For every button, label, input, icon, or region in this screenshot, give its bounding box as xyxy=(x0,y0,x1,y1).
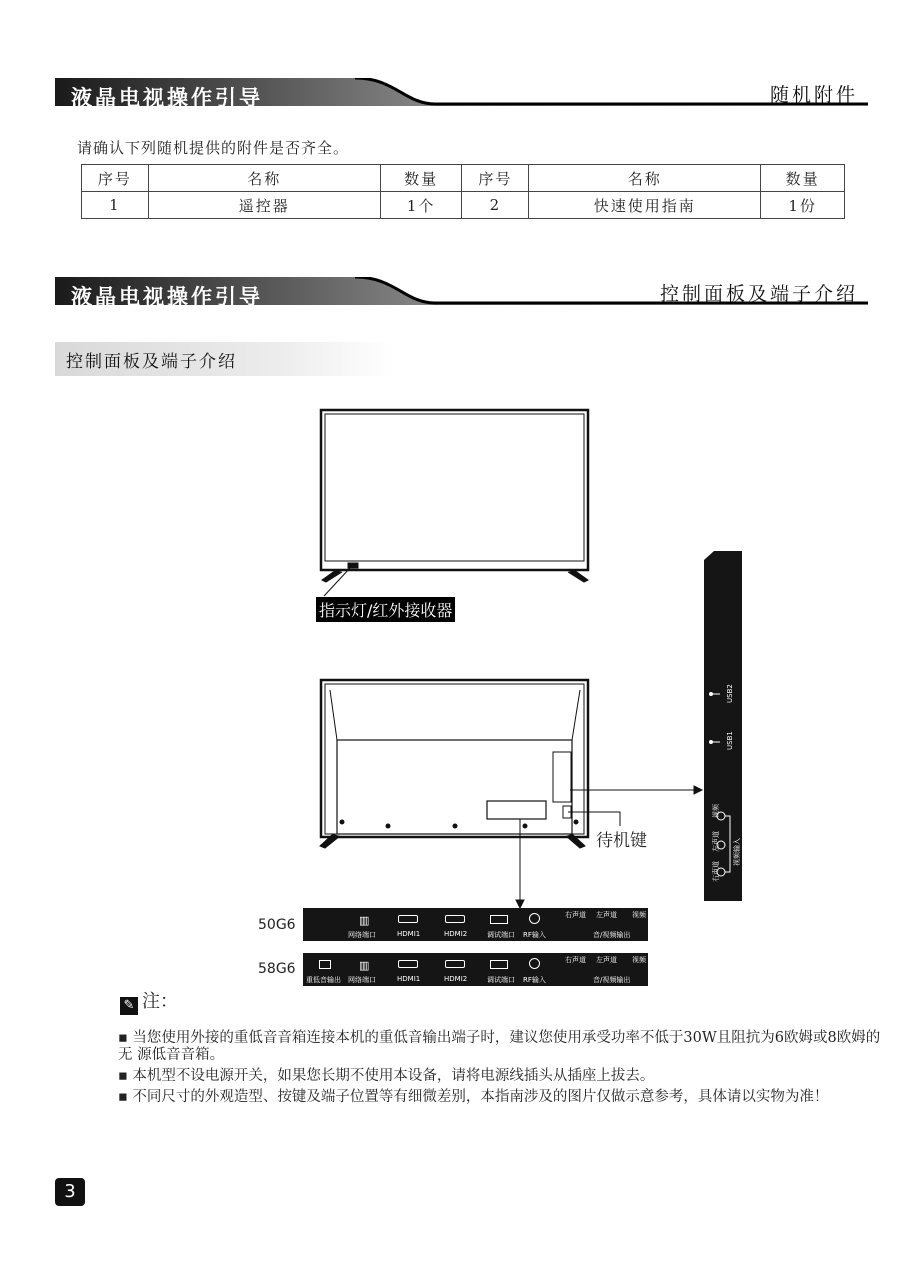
rf-icon xyxy=(529,958,540,969)
note-heading-text: 注： xyxy=(142,991,178,1012)
note-heading xyxy=(120,987,178,1015)
port-label: HDMI1 xyxy=(397,930,421,938)
side-left-ch-label: 左声道 xyxy=(712,831,720,852)
hdmi-icon xyxy=(445,960,465,968)
table-cell: 1 xyxy=(82,192,149,219)
table-cell: 快速使用指南 xyxy=(529,192,761,219)
note-item: ▪ 不同尺寸的外观造型、按键及端子位置等有细微差别，本指南涉及的图片仅做示意参考，具体请以实物为准！ xyxy=(118,1089,829,1105)
hdmi-icon xyxy=(398,915,418,923)
port-label: 调试端口 xyxy=(487,976,515,984)
port-label: 网络端口 xyxy=(348,976,376,984)
rf-icon xyxy=(529,913,540,924)
header-title: 液晶电视操作引导 xyxy=(71,86,263,110)
hdmi-icon xyxy=(398,960,418,968)
port-label: 调试端口 xyxy=(487,931,515,939)
audio-label: 右声道 xyxy=(565,911,586,919)
col-header: 名称 xyxy=(529,165,761,192)
header-title: 液晶电视操作引导 xyxy=(71,285,263,309)
col-header: 数量 xyxy=(761,165,845,192)
indicator-label: 指示灯/红外接收器 xyxy=(316,597,455,622)
col-header: 名称 xyxy=(148,165,380,192)
header-section-name: 控制面板及端子介绍 xyxy=(659,283,858,305)
header-section-name: 随机附件 xyxy=(769,84,858,106)
subheading: 控制面板及端子介绍 xyxy=(66,352,237,372)
side-video-label: 视频 xyxy=(712,804,720,818)
audio-label: 左声道 xyxy=(596,956,617,964)
side-right-ch-label: 右声道 xyxy=(712,861,720,882)
audio-label: 视频 xyxy=(632,911,646,919)
port-panel-58g6 xyxy=(303,953,648,986)
hdmi-icon xyxy=(445,915,465,923)
pencil-icon: ✎ xyxy=(120,997,138,1015)
table-cell: 遥控器 xyxy=(148,192,380,219)
audio-label: 左声道 xyxy=(596,911,617,919)
port-label: RF输入 xyxy=(523,976,546,984)
port-label: HDMI1 xyxy=(397,975,421,983)
col-header: 序号 xyxy=(462,165,529,192)
side-av-in-label: 视频输入 xyxy=(733,838,741,866)
port-label: RF输入 xyxy=(523,931,546,939)
audio-label: 视频 xyxy=(632,956,646,964)
tv-front-illustration xyxy=(321,410,588,596)
ethernet-icon: ▥ xyxy=(359,959,370,972)
page-number: 3 xyxy=(55,1178,85,1206)
subwoofer-icon xyxy=(319,960,331,969)
table-cell: 1个 xyxy=(380,192,462,219)
debug-port-icon xyxy=(490,960,508,969)
model-name: 50G6 xyxy=(258,917,296,933)
audio-label: 右声道 xyxy=(565,956,586,964)
port-label: 重低音输出 xyxy=(306,976,341,984)
tv-back-illustration xyxy=(320,680,702,908)
usb2-label: USB2 xyxy=(726,684,734,703)
note-item: ▪ 当您使用外接的重低音音箱连接本机的重低音输出端子时，建议您使用承受功率不低于30W且阻抗为6欧姆或8欧姆的无 源低音音箱。 xyxy=(118,1030,881,1063)
port-label: HDMI2 xyxy=(444,975,468,983)
usb1-label: USB1 xyxy=(726,731,734,750)
notes-list xyxy=(118,1030,888,1110)
port-panel-50g6 xyxy=(303,908,648,941)
port-label: 网络端口 xyxy=(348,931,376,939)
col-header: 序号 xyxy=(82,165,149,192)
model-name: 58G6 xyxy=(258,961,296,977)
table-cell: 2 xyxy=(462,192,529,219)
table-cell: 1份 xyxy=(761,192,845,219)
port-label: HDMI2 xyxy=(444,930,468,938)
note-item: ▪ 本机型不设电源开关，如果您长期不使用本设备，请将电源线插头从插座上拔去。 xyxy=(118,1068,655,1084)
col-header: 数量 xyxy=(380,165,462,192)
standby-key-label: 待机键 xyxy=(596,831,647,851)
ethernet-icon: ▥ xyxy=(359,914,370,927)
intro-text: 请确认下列随机提供的附件是否齐全。 xyxy=(77,139,350,157)
audio-caption: 音/视频输出 xyxy=(593,976,631,984)
debug-port-icon xyxy=(490,915,508,924)
audio-caption: 音/视频输出 xyxy=(593,931,631,939)
